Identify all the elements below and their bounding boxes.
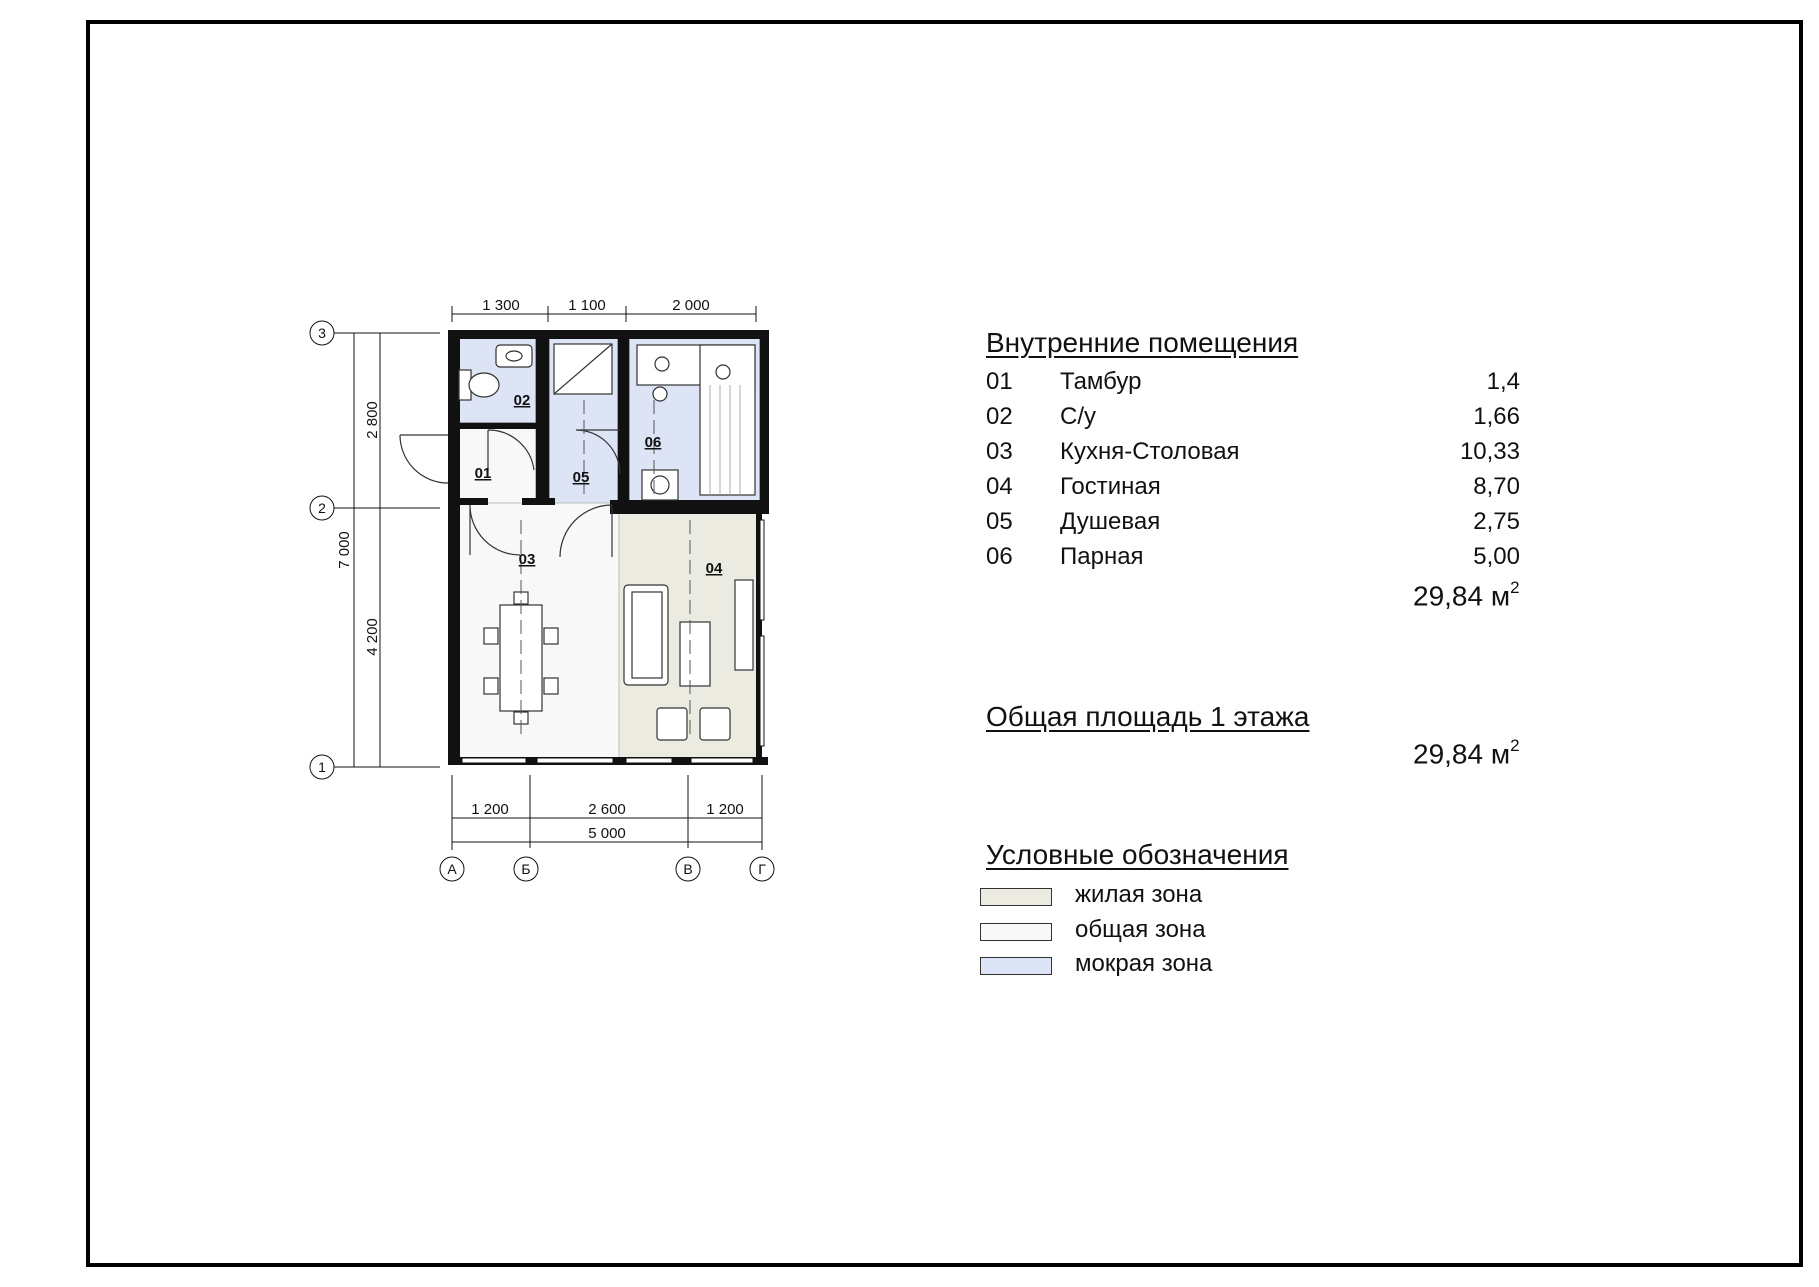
wall-partition-1: [536, 338, 549, 503]
room-label-04: 04: [705, 560, 723, 577]
room-row-area: 2,75: [1473, 508, 1520, 535]
person-figure-icon: [655, 357, 669, 371]
dim-left-4200: 4 200: [364, 618, 381, 656]
person-figure-icon: [653, 387, 667, 401]
room-label-06: 06: [644, 434, 662, 451]
entrance-door: [400, 435, 448, 483]
chair-icon: [544, 628, 558, 644]
room-label-05: 05: [572, 469, 590, 486]
legend-label-living: жилая зона: [1075, 881, 1203, 908]
rooms-section-title: Внутренние помещения: [986, 327, 1299, 358]
room-row-name: Тамбур: [1060, 368, 1142, 395]
room-row-name: С/у: [1060, 403, 1096, 430]
chair-icon: [484, 628, 498, 644]
dim-left-2800: 2 800: [364, 401, 381, 439]
window-04a: [626, 758, 672, 763]
dim-left-7000: 7 000: [336, 531, 353, 569]
armchair-icon: [657, 708, 687, 740]
dim-bottom-total: 5 000: [588, 825, 626, 842]
room-row-num: 02: [986, 403, 1013, 430]
wall-north: [448, 330, 768, 339]
room-01-fill: [454, 428, 536, 503]
wall-02-01: [454, 423, 536, 429]
rooms-total-exp: 2: [1510, 578, 1520, 597]
chair-icon: [484, 678, 498, 694]
legend-swatch-living: [980, 888, 1052, 906]
window-04b: [691, 758, 753, 763]
axis-2: 2: [318, 500, 326, 516]
room-row-num: 05: [986, 508, 1013, 535]
room-row-num: 03: [986, 438, 1013, 465]
dim-top-3: 2 000: [672, 297, 710, 314]
floor-area-exp: 2: [1510, 736, 1520, 755]
legend-title: Условные обозначения: [986, 839, 1289, 870]
window-03b: [537, 758, 613, 763]
axis-a: А: [447, 861, 457, 877]
legend-label-wet: мокрая зона: [1075, 950, 1213, 977]
wall-01-03-mid: [522, 498, 555, 505]
dim-bottom-2: 2 600: [588, 801, 626, 818]
dim-top-2: 1 100: [568, 297, 606, 314]
dim-bottom-3: 1 200: [706, 801, 744, 818]
wall-06-04: [610, 500, 769, 514]
rooms-total-value: 29,84 м: [1413, 580, 1511, 612]
legend-swatch-wet: [980, 957, 1052, 975]
dim-top-1: 1 300: [482, 297, 520, 314]
axis-b: Б: [521, 861, 531, 877]
axis-v: В: [683, 861, 693, 877]
room-row-area: 5,00: [1473, 543, 1520, 570]
window-east-b: [760, 636, 764, 746]
legend-label-common: общая зона: [1075, 916, 1206, 943]
chair-icon: [544, 678, 558, 694]
room-label-01: 01: [474, 465, 492, 482]
room-row-name: Душевая: [1060, 508, 1161, 535]
axis-1: 1: [318, 759, 326, 775]
room-row-area: 10,33: [1459, 438, 1520, 465]
floor-area-value: 29,84 м: [1413, 738, 1511, 770]
axis-g: Г: [758, 861, 766, 877]
coffee-table-icon: [680, 622, 710, 686]
wall-01-03-left: [448, 498, 488, 505]
sink-bowl-icon: [506, 351, 522, 361]
floor-area-title: Общая площадь 1 этажа: [986, 701, 1310, 732]
room-label-03: 03: [518, 551, 536, 568]
room-row-num: 01: [986, 368, 1013, 395]
toilet-bowl-icon: [469, 373, 499, 397]
person-figure-icon: [716, 365, 730, 379]
room-row-area: 8,70: [1473, 473, 1520, 500]
armchair-icon: [700, 708, 730, 740]
axis-3: 3: [318, 325, 326, 341]
legend-swatch-common: [980, 923, 1052, 941]
mullion: [527, 757, 537, 765]
wall-west: [448, 330, 460, 760]
sofa-seat-icon: [632, 592, 662, 678]
mullion: [676, 757, 686, 765]
wall-partition-2: [618, 338, 629, 508]
room-row-area: 1,66: [1473, 403, 1520, 430]
room-row-name: Гостиная: [1060, 473, 1161, 500]
dim-bottom-1: 1 200: [471, 801, 509, 818]
wall-east-upper: [760, 330, 769, 510]
room-row-num: 06: [986, 543, 1013, 570]
rooms-total-area: [1413, 580, 1520, 612]
floor-area-total: [1413, 738, 1520, 770]
window-east-a: [760, 520, 764, 620]
room-label-02: 02: [513, 392, 531, 409]
room-row-name: Кухня-Столовая: [1060, 438, 1240, 465]
room-row-area: 1,4: [1486, 368, 1520, 395]
window-03: [462, 758, 526, 763]
room-row-num: 04: [986, 473, 1013, 500]
room-row-name: Парная: [1060, 543, 1144, 570]
tv-unit-icon: [735, 580, 753, 670]
